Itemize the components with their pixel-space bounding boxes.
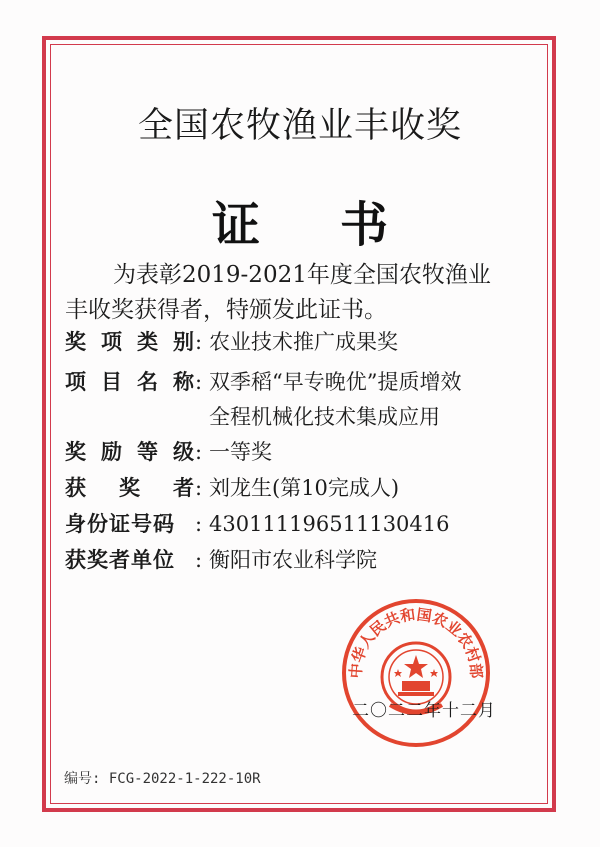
field-label: 奖项类别 bbox=[65, 329, 195, 354]
field-value: 一等奖 bbox=[209, 440, 272, 464]
colon: : bbox=[195, 330, 203, 354]
field-value: 农业技术推广成果奖 bbox=[209, 330, 398, 354]
field-label: 身份证号码 bbox=[65, 511, 175, 536]
colon: : bbox=[195, 548, 203, 572]
field-value: 衡阳市农业科学院 bbox=[209, 548, 377, 572]
official-seal bbox=[340, 597, 492, 749]
award-title: 全国农牧渔业丰收奖 bbox=[137, 106, 462, 146]
colon: : bbox=[195, 370, 203, 394]
field-project bbox=[65, 366, 461, 396]
intro-text bbox=[65, 258, 535, 328]
colon: : bbox=[195, 440, 203, 464]
intro-line-1: 为表彰2019-2021年度全国农牧渔业 bbox=[113, 262, 491, 288]
field-label: 获奖者单位 bbox=[65, 547, 175, 572]
field-id-number bbox=[65, 508, 450, 538]
intro-line-2: 丰收奖获得者，特颁发此证书。 bbox=[65, 297, 387, 323]
field-label: 奖励等级 bbox=[65, 439, 195, 464]
colon: : bbox=[195, 476, 203, 500]
field-category bbox=[65, 326, 398, 356]
field-label: 项目名称 bbox=[65, 369, 195, 394]
field-value: 双季稻“早专晚优”提质增效 bbox=[209, 370, 462, 394]
field-value: 430111196511130416 bbox=[209, 512, 450, 536]
seal-text: 中华人民共和国农业农村部 bbox=[346, 605, 486, 679]
field-winner bbox=[65, 472, 399, 502]
colon: : bbox=[195, 512, 203, 536]
field-unit bbox=[65, 544, 377, 574]
field-value: 刘龙生(第10完成人) bbox=[209, 476, 400, 500]
field-label: 获奖者 bbox=[65, 475, 195, 500]
certificate-title-char-2: 书 bbox=[340, 197, 389, 253]
field-project-continued: 全程机械化技术集成应用 bbox=[209, 405, 440, 429]
serial-number: 编号: FCG-2022-1-222-10R bbox=[64, 771, 261, 787]
field-grade bbox=[65, 436, 272, 466]
certificate-title bbox=[0, 186, 600, 255]
issue-date: 二〇二二年十二月 bbox=[352, 701, 496, 721]
certificate-title-char-1: 证 bbox=[211, 197, 260, 253]
